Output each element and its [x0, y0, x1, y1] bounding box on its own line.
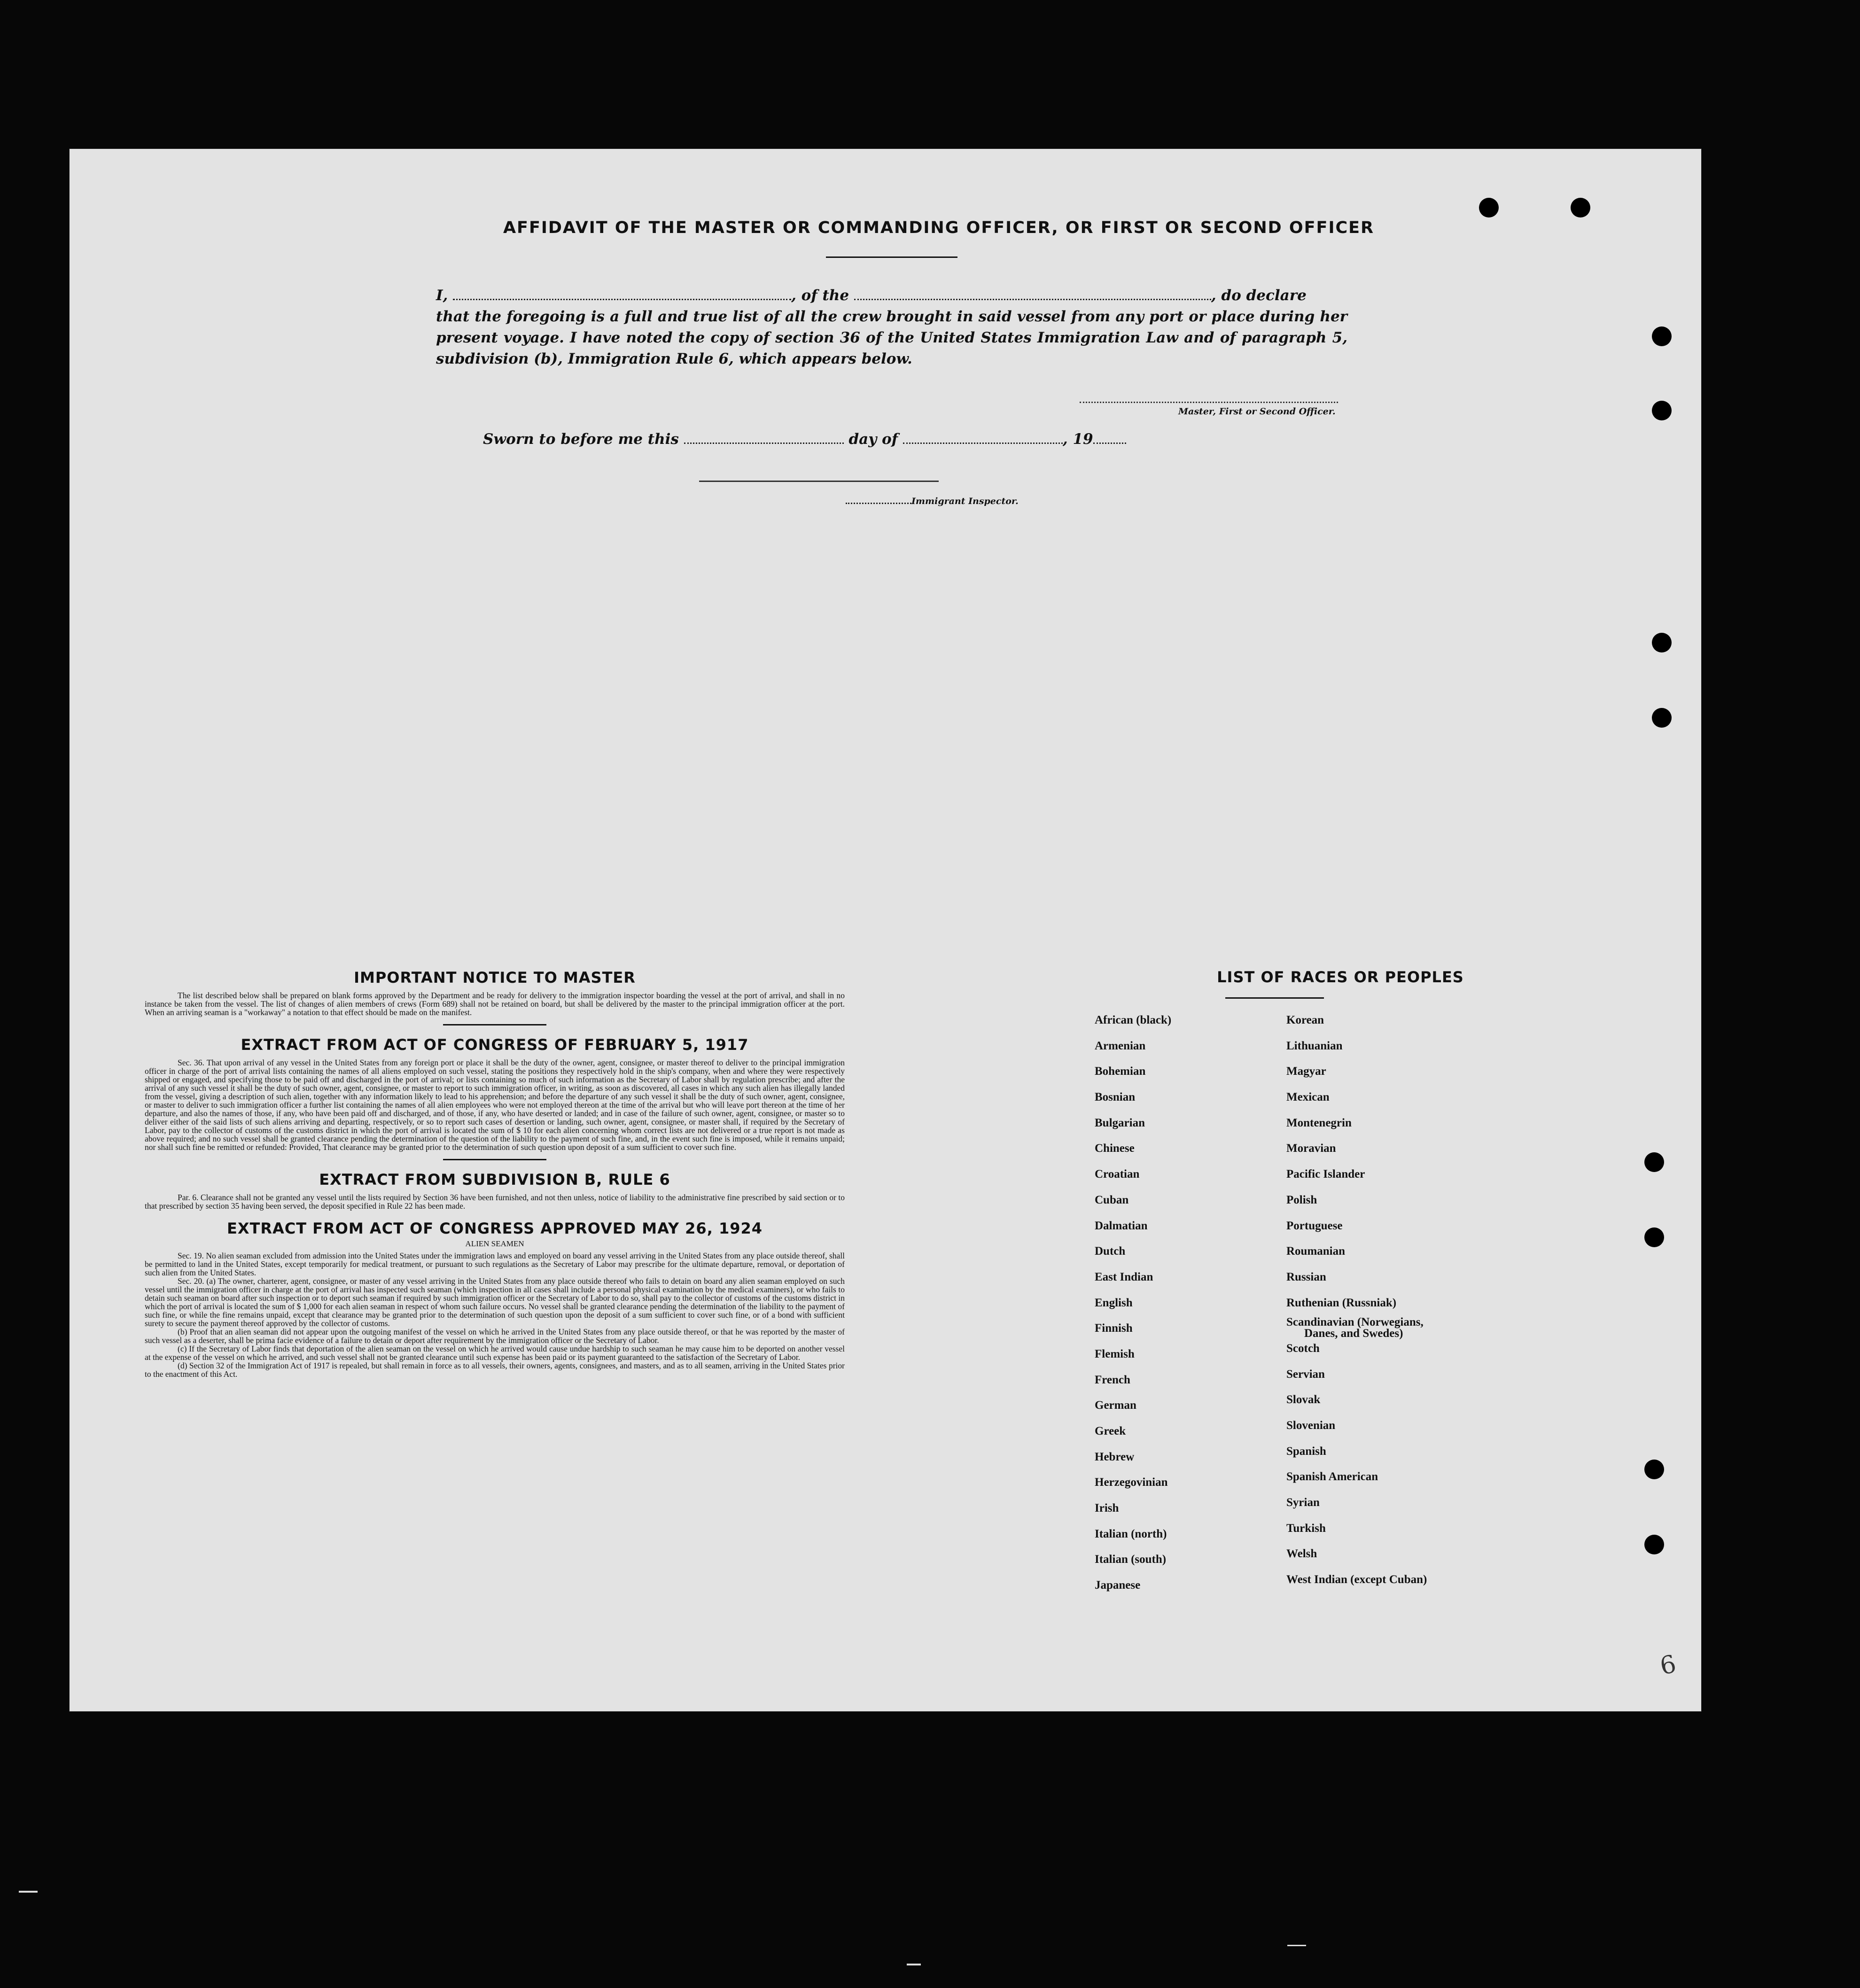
- title-rule: [826, 256, 957, 258]
- name-blank[interactable]: [453, 299, 791, 300]
- notice-title: IMPORTANT NOTICE TO MASTER: [354, 969, 636, 986]
- act1924-sec20c: (c) If the Secretary of Labor finds that deportation of the alien seaman on the vessel on which he arrived would cause undue hardship to such seaman he may cause him to be deported on another vessel at the expense of the vessel on which he arrived, and such vessel shall not be granted clearance until such expense has been paid or its payment guaranteed to the satisfaction of the Secretary of Labor.: [145, 1344, 845, 1362]
- race-item: East Indian: [1095, 1270, 1153, 1283]
- races-left-column: [1095, 1014, 1171, 1605]
- sworn-prefix: Sworn to before me this: [483, 431, 679, 448]
- master-signature-caption: Master, First or Second Officer.: [1178, 406, 1336, 417]
- sworn-year-prefix: , 19: [1062, 431, 1093, 448]
- race-item: Dutch: [1095, 1245, 1126, 1258]
- affidavit-title: AFFIDAVIT OF THE MASTER OR COMMANDING OFFICER, OR FIRST OR SECOND OFFICER: [503, 218, 1375, 237]
- punch-hole: [1652, 401, 1672, 420]
- act1924-sec20b: (b) Proof that an alien seaman did not appear upon the outgoing manifest of the vessel on which he arrived in the United States from any place outside thereof, or that he was reported by the master of such vessel as a deserter, shall be prima facie evidence of a failure to detain or deport after requirement by the immigration officer or the Secretary of Labor.: [145, 1327, 845, 1345]
- inspector-caption: [846, 496, 1019, 506]
- sworn-year-blank[interactable]: [1093, 443, 1126, 444]
- sworn-month-blank[interactable]: [903, 443, 1063, 444]
- punch-hole: [1644, 1535, 1664, 1554]
- race-item: Flemish: [1095, 1347, 1135, 1360]
- affidavit-text: [436, 285, 1347, 370]
- race-item: Hebrew: [1095, 1450, 1135, 1463]
- race-item: Bohemian: [1095, 1065, 1146, 1078]
- punch-hole: [1652, 708, 1672, 728]
- race-item: Dalmatian: [1095, 1219, 1148, 1232]
- race-item: German: [1095, 1399, 1136, 1412]
- act1924-subtitle: ALIEN SEAMEN: [465, 1239, 524, 1248]
- scan-speck: [907, 1964, 921, 1965]
- race-item: Russian: [1286, 1270, 1326, 1283]
- inspector-signature-line[interactable]: [699, 481, 939, 482]
- punch-hole: [1644, 1227, 1664, 1247]
- race-item: Korean: [1286, 1014, 1324, 1026]
- race-item: Spanish American: [1286, 1470, 1378, 1483]
- race-item: Slovenian: [1286, 1419, 1336, 1432]
- race-item: Italian (south): [1095, 1553, 1167, 1566]
- race-item: Syrian: [1286, 1496, 1320, 1509]
- race-item: Armenian: [1095, 1039, 1146, 1052]
- race-item: Scotch: [1286, 1342, 1320, 1355]
- of-the-label: , of the: [791, 287, 849, 304]
- punch-hole: [1571, 198, 1590, 217]
- notice-text: The list described below shall be prepared on blank forms approved by the Department and be ready for delivery to the immigration inspector boarding the vessel at the port of arrival, and shall in no instance be taken from the vessel. The list of changes of alien members of crews (Form 689) shall not be retained on board, but shall be delivered by the master to the principal immigration officer at the port. When an arriving seaman is a "workaway" a notation to that effect should be made on the manifest.: [145, 991, 845, 1017]
- race-item: Lithuanian: [1286, 1039, 1343, 1052]
- race-item: Mexican: [1286, 1091, 1330, 1104]
- race-item: Greek: [1095, 1425, 1126, 1437]
- race-item: Turkish: [1286, 1522, 1326, 1535]
- race-item: Polish: [1286, 1193, 1317, 1206]
- race-item: Montenegrin: [1286, 1116, 1352, 1129]
- rule6-title: EXTRACT FROM SUBDIVISION B, RULE 6: [319, 1171, 670, 1188]
- race-item: French: [1095, 1373, 1130, 1386]
- race-item: Slovak: [1286, 1393, 1321, 1406]
- race-item: Ruthenian (Russniak): [1286, 1296, 1397, 1309]
- race-item: Pacific Islander: [1286, 1168, 1365, 1181]
- race-item: Herzegovinian: [1095, 1476, 1168, 1489]
- do-declare-label: , do declare: [1211, 287, 1307, 304]
- act1924-sec20a: Sec. 20. (a) The owner, charterer, agent, consignee, or master of any vessel arriving in the United States from any place outside thereof who fails to detain on board any alien seaman employed on such vessel until the immigration officer in charge at the port of arrival has inspected such seaman (which inspection in all cases shall include a personal physical examination by the medical examiners), or who fails to detain such seaman on board after such inspection or to deport such seaman if required by such immigration officer or the Secretary of Labor to do so, shall pay to the collector of customs of the customs district in which the port of arrival is located the sum of $ 1,000 for each alien seaman in respect of whom such failure occurs. No vessel shall be granted clearance pending the determination of the liability to the payment of such fine, or while the fine remains unpaid, except that clearance may be granted prior to the determination of such question upon the deposit of a sum sufficient to cover such fine, or of a bond with sufficient surety to secure the payment thereof approved by the collector of customs.: [145, 1276, 845, 1328]
- race-item: Bulgarian: [1095, 1116, 1145, 1129]
- inspector-caption-text: Immigrant Inspector.: [911, 496, 1019, 506]
- race-item: Italian (north): [1095, 1527, 1167, 1540]
- declaration-line: [436, 285, 1347, 306]
- section-rule: [443, 1159, 546, 1160]
- sworn-line: [483, 431, 1126, 448]
- act1924-sec19: Sec. 19. No alien seaman excluded from admission into the United States under the immigration laws and employed on board any vessel arriving in the United States from any place outside thereof, shall be permitted to land in the United States, except temporarily for medical treatment, or pursuant to such regulations as the Secretary of Labor may prescribe for the ultimate departure, removal, or deportation of such alien from the United States.: [145, 1251, 845, 1277]
- race-item: Moravian: [1286, 1142, 1336, 1155]
- act1917-text: Sec. 36. That upon arrival of any vessel in the United States from any foreign port or place it shall be the duty of the owner, agent, consignee, or master thereof to deliver to the principal immigration officer in charge of the port of arrival lists containing the names of all aliens employed on such vessel, stating the positions they respectively hold in the ship's company, when and where they were respectively shipped or engaged, and specifying those to be paid off and discharged in the port of arrival; or lists containing so much of such information as the Secretary of Labor shall by regulation prescribe; and after the arrival of any such vessel it shall be the duty of such owner, agent, consignee, or master to report to such immigration officer, in writing, as soon as discovered, all cases in which any such alien has illegally landed from the vessel, giving a description of such alien, together with any information likely to lead to his apprehension; and before the departure of any such vessel it shall be the duty of such owner, agent, consignee, or master to deliver to such immigration officer a further list containing the names of all alien employees who were not employed thereon at the time of the arrival but who will leave port thereon at the time of her departure, and also the names of those, if any, who have been paid off and discharged, and of those, if any, who have deserted or landed; and in case of the failure of such owner, agent, consignee, or master so to deliver either of the said lists of such aliens arriving and departing, respectively, or so to report such cases of desertion or landing, such owner, agent, consignee, or master shall, if required by the Secretary of Labor, pay to the collector of customs of the customs district in which the port of arrival is located the sum of $ 10 for each alien concerning whom correct lists are not delivered or a true report is not made as above required; and no such vessel shall be granted clearance pending the determination of the question of the liability to the payment of such fine, and, in the event such fine is imposed, while it remains unpaid; nor shall such fine be remitted or refunded: Provided, That clearance may be granted prior to the determination of such question upon deposit of a sum sufficient to cover such fine.: [145, 1058, 845, 1152]
- race-item: Portuguese: [1286, 1219, 1343, 1232]
- races-title: LIST OF RACES OR PEOPLES: [1217, 968, 1464, 986]
- sworn-day-of: day of: [848, 431, 898, 448]
- handwritten-page-number: 6: [1658, 1650, 1679, 1681]
- act1917-title: EXTRACT FROM ACT OF CONGRESS OF FEBRUARY 5, 1917: [241, 1036, 749, 1054]
- race-item: Croatian: [1095, 1168, 1140, 1181]
- form-page: [70, 149, 1701, 1711]
- scan-speck: [1287, 1945, 1306, 1946]
- punch-hole: [1644, 1460, 1664, 1479]
- scan-speck: [19, 1891, 38, 1893]
- race-item: West Indian (except Cuban): [1286, 1573, 1427, 1586]
- punch-hole: [1479, 198, 1499, 217]
- inspector-blank: [846, 503, 911, 504]
- race-item-continuation: Danes, and Swedes): [1304, 1327, 1403, 1340]
- sworn-day-blank[interactable]: [684, 443, 844, 444]
- rule6-text: Par. 6. Clearance shall not be granted any vessel until the lists required by Section 36 have been furnished, and not then unless, notice of liability to the administrative fine prescribed by said section or to that prescribed by section 35 having been served, the deposit specified in Rule 22 has been made.: [145, 1193, 845, 1211]
- races-rule: [1225, 997, 1324, 999]
- punch-hole: [1652, 633, 1672, 652]
- punch-hole: [1652, 326, 1672, 346]
- race-item: Servian: [1286, 1367, 1325, 1381]
- race-item: Bosnian: [1095, 1091, 1136, 1104]
- act1924-title: EXTRACT FROM ACT OF CONGRESS APPROVED MAY 26, 1924: [226, 1219, 763, 1237]
- master-signature-line[interactable]: [1080, 402, 1338, 403]
- race-item: African (black): [1095, 1014, 1172, 1026]
- race-item: Welsh: [1286, 1547, 1317, 1561]
- vessel-blank[interactable]: [854, 299, 1211, 300]
- race-item-multiline: [1286, 1317, 1427, 1343]
- punch-hole: [1644, 1152, 1664, 1172]
- race-item: Irish: [1095, 1502, 1119, 1515]
- race-item: Chinese: [1095, 1142, 1135, 1155]
- i-label: I,: [436, 287, 448, 304]
- race-item: Spanish: [1286, 1444, 1326, 1458]
- races-right-column: [1286, 1014, 1427, 1600]
- race-item: Japanese: [1095, 1579, 1141, 1592]
- notices-column: [145, 969, 845, 1378]
- race-item: Cuban: [1095, 1193, 1129, 1206]
- race-item: Magyar: [1286, 1065, 1326, 1078]
- act1924-sec20d: (d) Section 32 of the Immigration Act of 1917 is repealed, but shall remain in force as to all vessels, their owners, agents, consignees, and masters, and as to all seamen, arriving in the United States prior to the enactment of this Act.: [145, 1361, 845, 1379]
- race-item-line: Scandinavian (Norwegians,: [1286, 1316, 1424, 1329]
- affidavit-statement: that the foregoing is a full and true list of all the crew brought in said vessel from any port or place during her present voyage. I have noted the copy of section 36 of the United States Immigration Law and of paragraph 5, subdivision (b), Immigration Rule 6, which appears below.: [436, 308, 1347, 367]
- section-rule: [443, 1024, 546, 1025]
- race-item: English: [1095, 1296, 1133, 1309]
- race-item: Finnish: [1095, 1322, 1133, 1335]
- race-item: Roumanian: [1286, 1245, 1346, 1258]
